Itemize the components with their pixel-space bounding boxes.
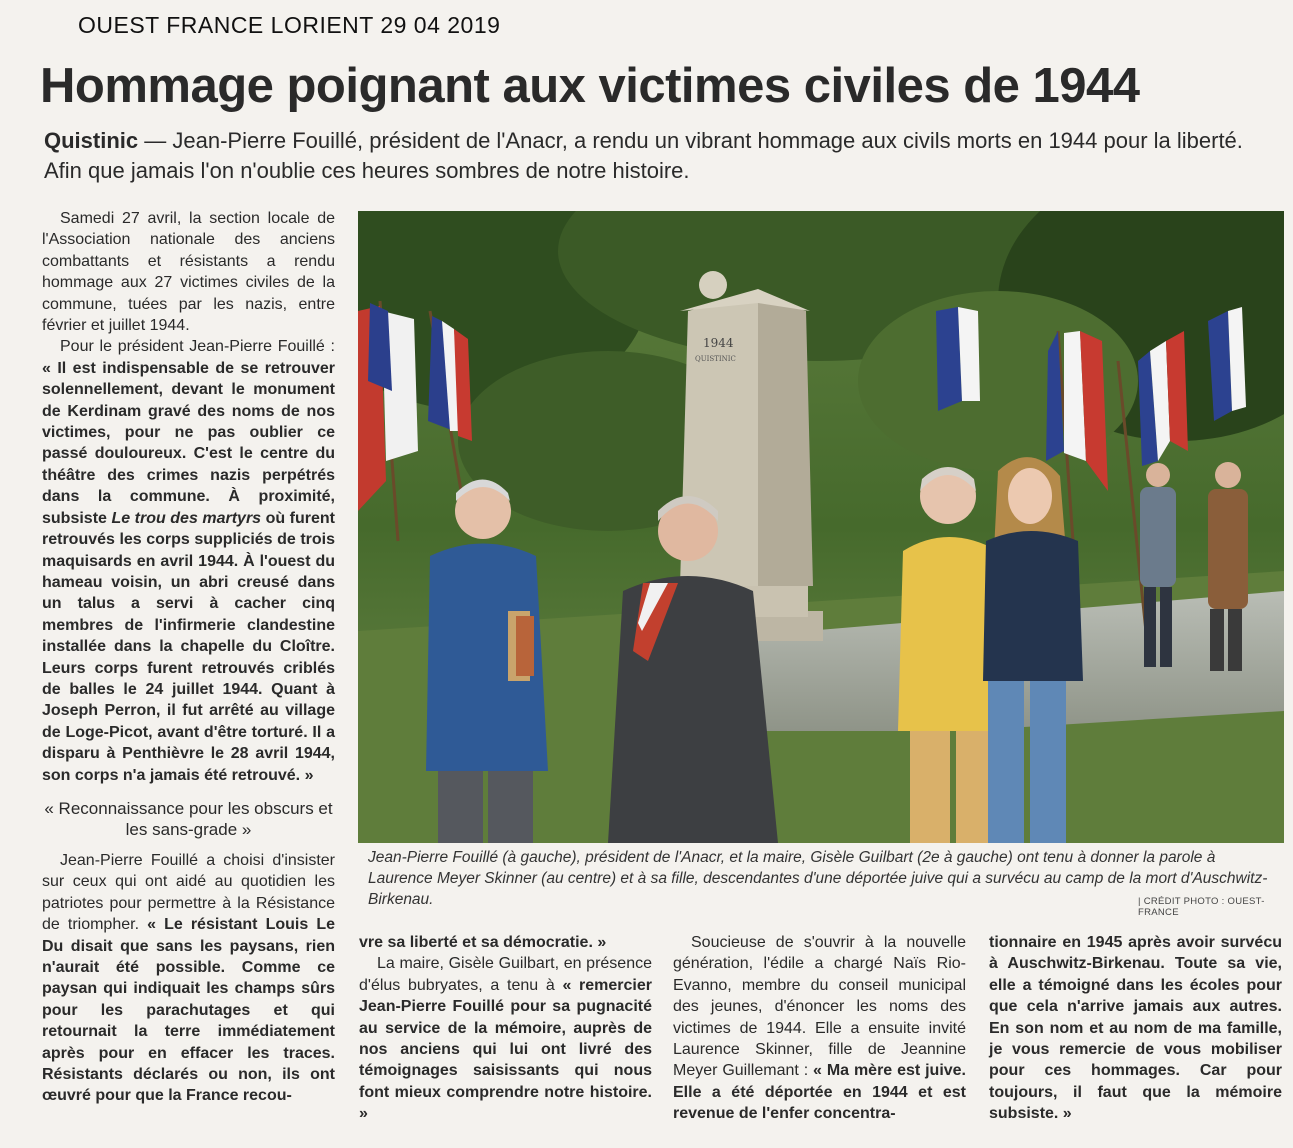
ceremony-photo-illustration: [358, 211, 1284, 843]
col1-paragraph-1: Samedi 27 avril, la section locale de l'Association nationale des anciens combattants et résistants a rendu hommage aux 27 victimes civiles de la commune, tuées par les nazis, entre février et juillet 1944.: [42, 210, 335, 335]
article-column-2: [359, 932, 652, 1125]
lead-place: Quistinic: [44, 128, 139, 153]
col3-p1-quote: « Ma mère est juive. Elle a été déportée en 1944 et est revenue de l'enfer concentra-: [673, 1062, 967, 1123]
col1-paragraph-2: [42, 336, 335, 786]
col4-p1-quote: tionnaire en 1945 après avoir survécu à Auschwitz-Birkenau. Toute sa vie, elle a témoigné dans les écoles pour que cela n'arrive jamais aux autres. En son nom et au nom de ma famille, je vous remercie de vous mobiliser pour ces hommages. Car pour toujours, il faut que la mémoire subsiste. »: [989, 934, 1282, 1123]
col2-paragraph-1: [359, 932, 652, 953]
article-photo: [358, 211, 1284, 843]
article-subheading: « Reconnaissance pour les obscurs et les sans-grade »: [44, 798, 333, 839]
article-column-1: [42, 208, 335, 1107]
article-column-4: [989, 932, 1282, 1125]
article-lead: [44, 126, 1264, 186]
monument-year: 1944: [703, 336, 734, 350]
brochure: [516, 616, 534, 676]
photo-caption: Jean-Pierre Fouillé (à gauche), président de l'Anacr, et la maire, Gisèle Guilbart (2e à gauche) ont tenu à donner la parole à Laurence Meyer Skinner (au centre) et à sa fille, descendantes d'une déportée juive qui a survécu au camp de la mort d'Auschwitz-Birkenau.: [368, 849, 1268, 908]
col1-p2-italic: Le trou des martyrs: [111, 509, 262, 527]
lead-text: Jean-Pierre Fouillé, président de l'Anacr, a rendu un vibrant hommage aux civils morts en 1944 pour la liberté. Afin que jamais l'on n'oublie ces heures sombres de notre histoire.: [44, 128, 1243, 183]
col1-p2-quote-a: « Il est indispensable de se retrouver solennellement, devant le monument de Kerdinam gravé des noms de nos victimes, pour ne pas oublier ce passé douloureux. C'est le centre du théâtre des crimes nazis perpétrés dans la commune. À proximité, subsiste: [42, 359, 335, 527]
article-headline: Hommage poignant aux victimes civiles de 1944: [40, 59, 1140, 113]
col1-p2-intro: Pour le président Jean-Pierre Fouillé :: [60, 338, 335, 356]
col2-p1-quote: vre sa liberté et sa démocratie. »: [359, 934, 607, 951]
col3-p1-intro: Soucieuse de s'ouvrir à la nouvelle génération, l'édile a chargé Naïs Rio-Evanno, membre du conseil municipal des jeunes, d'énoncer les noms des victimes de 1944. Elle a ensuite invité Laurence Skinner, fille de Jeannine Meyer Guillemant :: [673, 934, 966, 1080]
col1-p2-quote-b: où furent retrouvés les corps suppliciés de trois maquisards en avril 1944. À l'ouest du hameau voisin, un abri creusé dans un talus a servi à cacher cinq membres de l'infirmerie clandestine installée dans la chapelle du Cloître. Leurs corps furent retrouvés criblés de balles le 24 juillet 1944. Quant à Joseph Perron, il fut arrêté au village de Loge-Picot, avant d'être torturé. Il a disparu à Penthièvre le 28 avril 1944, son corps n'a jamais été retrouvé. »: [42, 509, 336, 784]
col1-paragraph-3: [42, 850, 335, 1107]
col2-p2-quote: « remercier Jean-Pierre Fouillé pour sa pugnacité au service de la mémoire, auprès de nos anciens qui lui ont livré des témoignages saisissants qui nous font mieux comprendre notre histoire. »: [359, 976, 652, 1123]
col1-p3-quote: « Le résistant Louis Le Du disait que sans les paysans, rien n'aurait été possible. Comme ce paysan qui indiquait les champs sûrs pour les parachutages et qui retournait la terre immédiatement après pour en effacer les traces. Résistants déclarés ou non, ils ont œuvré pour que la France recou-: [42, 916, 335, 1105]
monument-name: QUISTINIC: [695, 355, 736, 363]
col3-paragraph-1: [673, 932, 966, 1125]
newspaper-source-line: OUEST FRANCE LORIENT 29 04 2019: [78, 12, 501, 38]
photo-credit: | CRÉDIT PHOTO : OUEST-FRANCE: [1138, 896, 1265, 918]
col2-paragraph-2: [359, 953, 652, 1124]
col4-paragraph-1: [989, 932, 1282, 1125]
col2-p2-intro: La maire, Gisèle Guilbart, en présence d'élus bubryates, a tenu à: [359, 955, 652, 994]
article-column-3: [673, 932, 966, 1125]
lead-dash: —: [138, 128, 173, 153]
col1-p3-intro: Jean-Pierre Fouillé a choisi d'insister sur ceux qui ont aidé au quotidien les patriotes pour permettre à la Résistance de triompher.: [42, 851, 335, 934]
